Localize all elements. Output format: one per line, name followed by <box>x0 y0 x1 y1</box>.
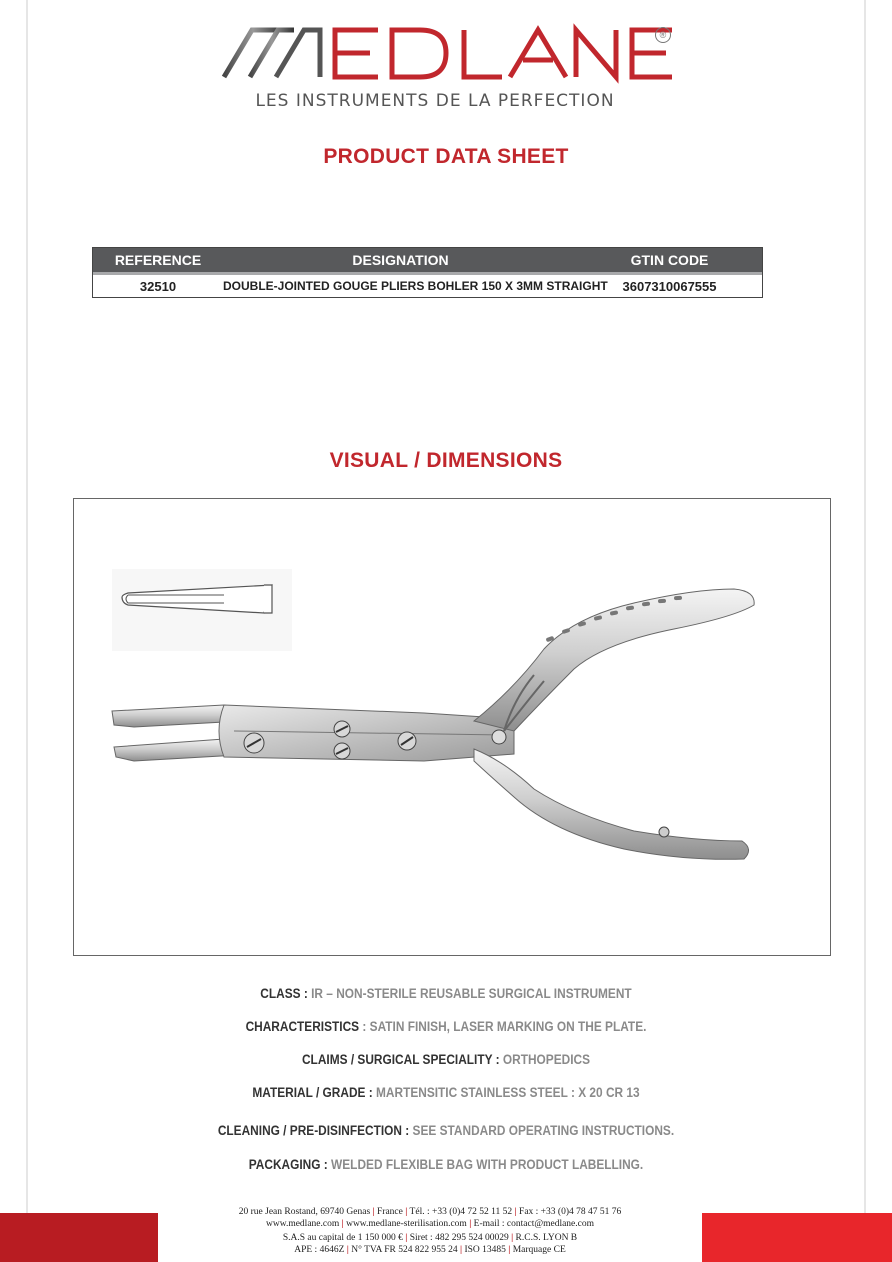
table-row <box>93 275 762 297</box>
footer-ape: APE : 4646Z <box>294 1245 345 1255</box>
footer-line-2: www.medlane.com | www.medlane-sterilisation.com | E-mail : contact@medlane.com <box>265 1219 594 1229</box>
spec-material <box>54 1085 839 1100</box>
spec-class-value: IR – NON-STERILE REUSABLE SURGICAL INSTRUMENT <box>307 986 632 1001</box>
registered-mark: ® <box>655 27 671 43</box>
visual-section-title: VISUAL / DIMENSIONS <box>329 449 563 472</box>
footer-line-4: APE : 4646Z | N° TVA FR 524 822 955 24 | ISO 13485 | Marquage CE <box>294 1245 566 1255</box>
spec-cleaning <box>54 1123 839 1138</box>
spec-characteristics <box>54 1019 839 1034</box>
spec-cleaning-value: SEE STANDARD OPERATING INSTRUCTIONS. <box>409 1123 675 1138</box>
spec-claims-value: ORTHOPEDICS <box>499 1052 591 1067</box>
footer-rcs: R.C.S. LYON B <box>515 1233 578 1243</box>
spec-material-label: MATERIAL / GRADE : <box>252 1085 373 1100</box>
footer-email[interactable]: E-mail : contact@medlane.com <box>473 1219 594 1229</box>
product-image <box>74 499 830 955</box>
table-header <box>93 248 762 275</box>
spec-packaging-label: PACKAGING : <box>248 1157 328 1172</box>
tip-detail-drawing <box>112 569 292 651</box>
spec-packaging-value: WELDED FLEXIBLE BAG WITH PRODUCT LABELLING. <box>327 1157 644 1172</box>
footer-siret: Siret : 482 295 524 00029 <box>409 1233 509 1243</box>
spec-material-value: MARTENSITIC STAINLESS STEEL : X 20 CR 13 <box>372 1085 640 1100</box>
cell-gtin: 3607310067555 <box>622 278 717 294</box>
footer-capital: S.A.S au capital de 1 150 000 € <box>282 1233 403 1243</box>
footer-sterilisation-link[interactable]: www.medlane-sterilisation.com <box>346 1219 467 1229</box>
brand-tagline: LES INSTRUMENTS DE LA PERFECTION <box>255 91 615 111</box>
footer-ce: Marquage CE <box>512 1245 566 1255</box>
reference-table <box>92 247 763 298</box>
header-reference: REFERENCE <box>114 252 202 268</box>
spec-claims-label: CLAIMS / SURGICAL SPECIALITY : <box>301 1052 500 1067</box>
spec-class-label: CLASS : <box>260 986 308 1001</box>
page-title: PRODUCT DATA SHEET <box>323 145 569 168</box>
footer-country: France <box>377 1207 403 1217</box>
header-designation: DESIGNATION <box>352 252 449 268</box>
cell-reference: 32510 <box>139 278 177 294</box>
spec-cleaning-label: CLEANING / PRE-DISINFECTION : <box>217 1123 410 1138</box>
header-gtin: GTIN CODE <box>630 252 709 268</box>
page-frame-right <box>864 0 866 1262</box>
footer-tel: Tél. : +33 (0)4 72 52 11 52 <box>409 1207 513 1217</box>
footer-bar-right <box>702 1213 892 1262</box>
spec-packaging <box>54 1157 839 1172</box>
spec-characteristics-label: CHARACTERISTICS <box>245 1019 360 1034</box>
product-visual-frame <box>73 498 831 956</box>
cell-designation: DOUBLE-JOINTED GOUGE PLIERS BOHLER 150 X 3MM STRAIGHT <box>223 279 608 293</box>
footer-line-3: S.A.S au capital de 1 150 000 € | Siret : 482 295 524 00029 | R.C.S. LYON B <box>282 1233 578 1243</box>
page-frame-left <box>26 0 28 1262</box>
footer-bar-left <box>0 1213 158 1262</box>
footer-address: 20 rue Jean Rostand, 69740 Genas <box>238 1207 371 1217</box>
spec-class <box>54 986 839 1001</box>
footer-web-link[interactable]: www.medlane.com <box>265 1219 340 1229</box>
spec-characteristics-value: : SATIN FINISH, LASER MARKING ON THE PLATE. <box>359 1019 647 1034</box>
footer-tva: N° TVA FR 524 822 955 24 <box>351 1245 458 1255</box>
footer-line-1: 20 rue Jean Rostand, 69740 Genas | France | Tél. : +33 (0)4 72 52 11 52 | Fax : +33 (0)4 78 47 51 76 <box>238 1207 622 1217</box>
footer-fax: Fax : +33 (0)4 78 47 51 76 <box>519 1207 622 1217</box>
spec-claims <box>54 1052 839 1067</box>
footer-iso: ISO 13485 <box>464 1245 506 1255</box>
